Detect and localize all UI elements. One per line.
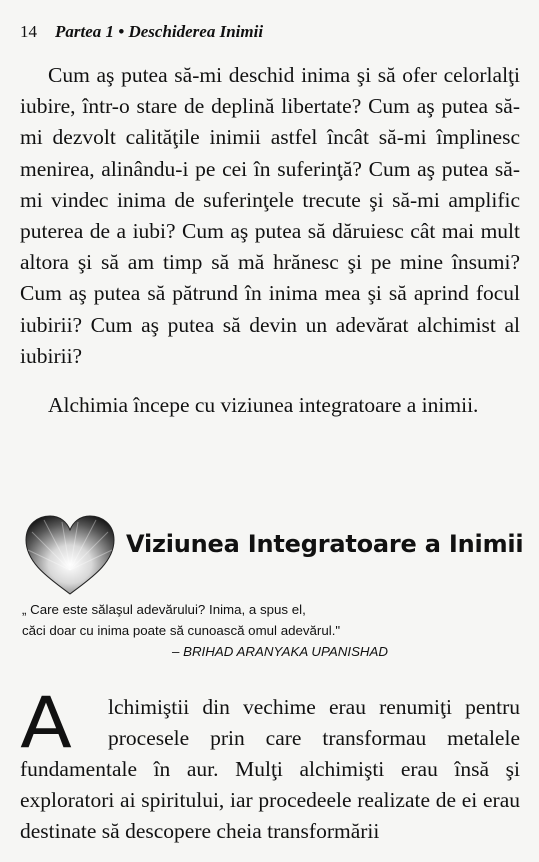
epigraph-source: – BRIHAD ARANYAKA UPANISHAD xyxy=(172,644,389,659)
paragraph-questions: Cum aş putea să-mi deschid inima şi să ofer celorlalţi iubire, într-o stare de deplină libertate? Cum aş putea să-mi dezvolt calităţile inimii astfel încât să-mi împlinesc menirea, alinându-i pe cei în suferinţă? Cum aş putea să-mi vindec inima de suferinţele trecute şi să-mi amplific puterea de a iubi? Cum aş putea să dăruiesc cât mai mult altora şi să am timp să mă hrănesc şi pe mine însumi? Cum aş putea să pătrund în inima mea şi să aprind focul iubirii? Cum aş putea să devin un adevărat alchimist al iubirii? xyxy=(20,63,520,368)
section-title: Viziunea Integratoare a Inimii xyxy=(126,530,524,558)
running-title: Partea 1 • Deschiderea Inimii xyxy=(55,22,264,41)
body-text: lchimiştii din vechime erau renumiţi pentru procesele prin care transformau metalele fundamentale în aur. Mulţi alchimişti erau însă şi exploratori ai spiritului, iar procedeele realizate de ei erau destinate să descopere cheia transformării xyxy=(20,695,520,843)
epigraph xyxy=(22,599,522,659)
epigraph-line-1: „ Care este sălaşul adevărului? Inima, a spus el, xyxy=(22,602,306,617)
running-header xyxy=(20,22,263,42)
drop-cap: A xyxy=(20,682,72,764)
heart-icon xyxy=(22,512,118,598)
page-number: 14 xyxy=(20,22,37,41)
paragraph-alchemy: Alchimia începe cu viziunea integratoare a inimii. xyxy=(48,393,479,417)
epigraph-line-2: căci doar cu inima poate să cunoască omul adevărul." xyxy=(22,623,341,638)
body-paragraph xyxy=(20,692,520,847)
